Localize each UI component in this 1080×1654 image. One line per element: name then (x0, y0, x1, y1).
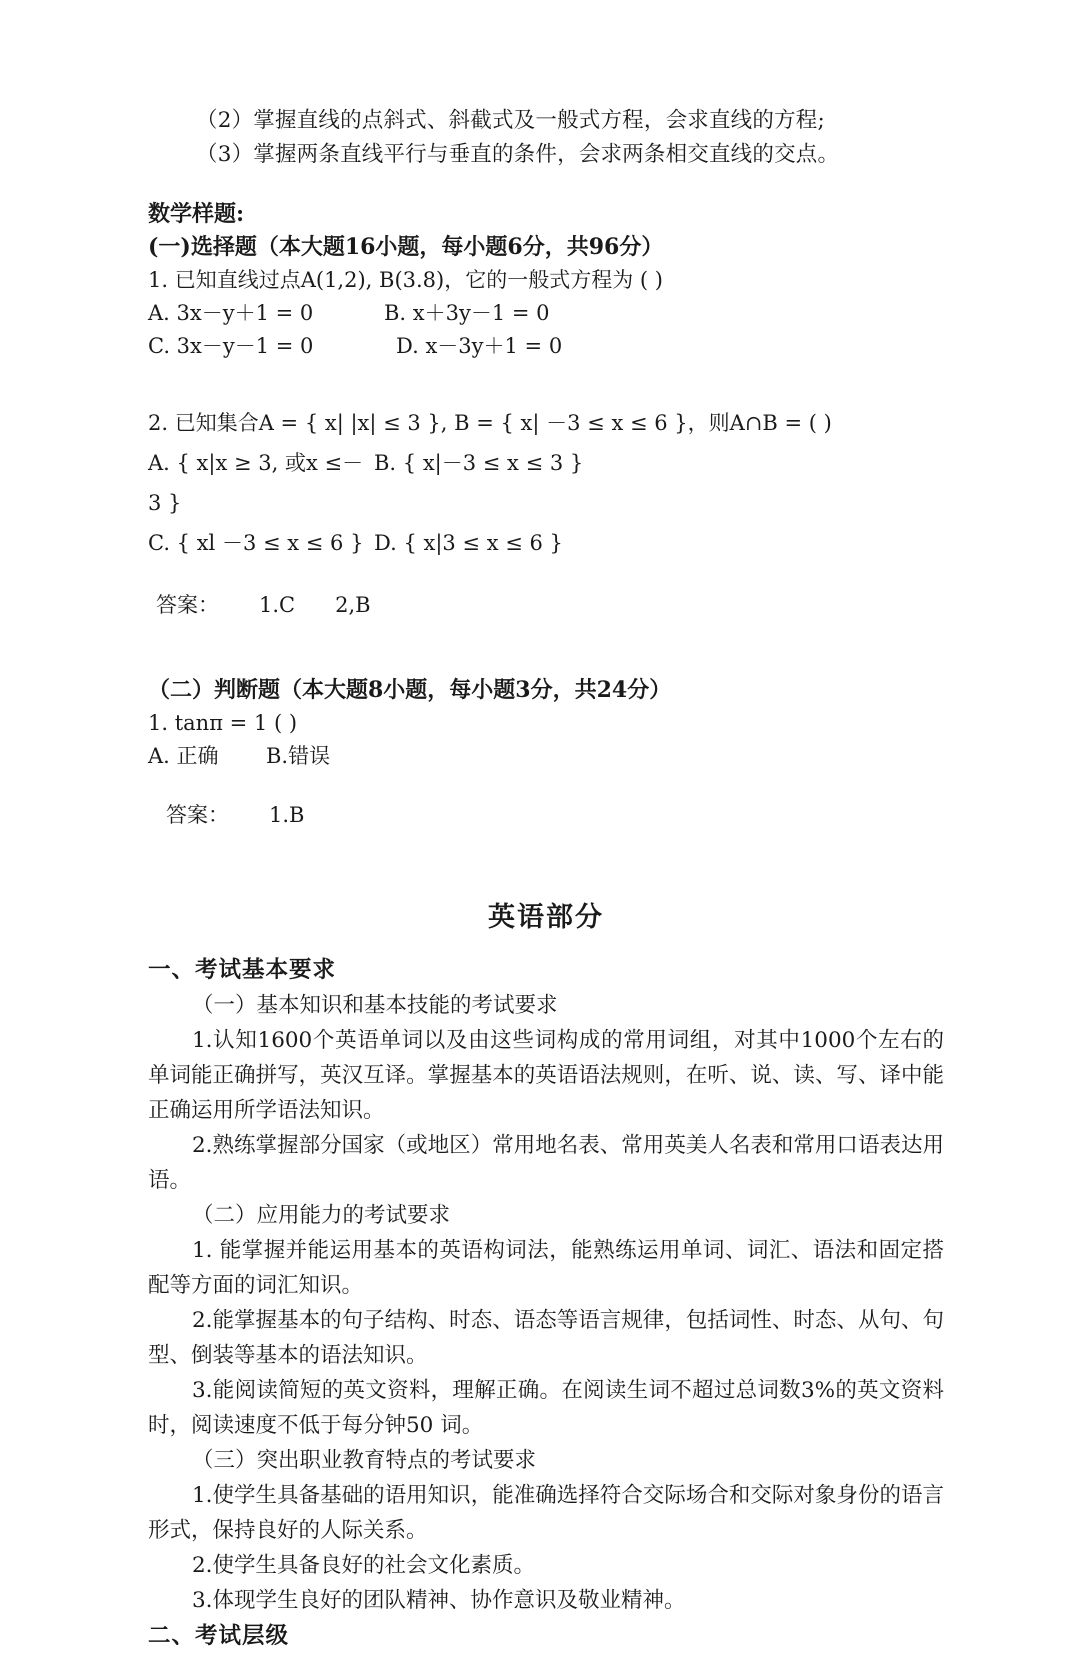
math-q1-option-b: B. x＋3y－1 = 0 (384, 301, 550, 325)
spacer (148, 884, 944, 898)
math-truefalse-answers-label: 答案： (166, 803, 229, 827)
math-choice-heading: (一)选择题（本大题16小题，每小题6分，共96分） (148, 234, 664, 260)
math-truefalse-option-a: A. 正确 (148, 744, 219, 768)
math-q1-option-d: D. x－3y＋1 = 0 (396, 334, 563, 358)
math-truefalse-question-stem: 1. tanπ = 1 ( ) (148, 711, 298, 735)
math-question-2-options-row-2 (148, 523, 944, 563)
math-question-2-stem: 2. 已知集合A = { x| |x| ≤ 3 }, B = { x| －3 ≤ x ≤ 6 }，则A∩B = ( ) (148, 411, 832, 435)
spacer (148, 172, 944, 198)
math-truefalse-answers (148, 799, 944, 832)
math-objective-2: （2）掌握直线的点斜式、斜截式及一般式方程，会求直线的方程; (196, 108, 825, 133)
math-q2-option-b: B. { x|－3 ≤ x ≤ 3 } (374, 451, 584, 475)
english-sub2-item-3: 3.能阅读简短的英文资料，理解正确。在阅读生词不超过总词数3%的英文资料时，阅读速度不低于每分钟50 词。 (148, 1378, 944, 1438)
math-q2-option-c: C. { xl －3 ≤ x ≤ 6 } (148, 531, 364, 555)
math-choice-answer-2: 2,B (335, 593, 371, 617)
english-sub3-item-2: 2.使学生具备良好的社会文化素质。 (192, 1553, 536, 1578)
math-sample-title: 数学样题: (148, 201, 245, 227)
math-choice-answers (148, 589, 944, 622)
english-sub3-item-1: 1.使学生具备基础的语用知识，能准确选择符合交际场合和交际对象身份的语言形式，保持良好的人际关系。 (148, 1483, 944, 1543)
english-chapter-1-heading: 一、考试基本要求 (148, 957, 337, 983)
spacer (148, 622, 944, 674)
english-sub1-item-1: 1.认知1600个英语单词以及由这些词构成的常用词组，对其中1000个左右的单词能正确拼写，英汉互译。掌握基本的英语语法规则，在听、说、读、写、译中能正确运用所学语法知识。 (148, 1028, 944, 1123)
english-sub2-heading: （二）应用能力的考试要求 (192, 1203, 451, 1228)
spacer (148, 832, 944, 884)
math-q2-option-a: A. { x|x ≥ 3, 或x ≤－ 3 } (148, 451, 364, 515)
math-question-1-options-row-1 (148, 297, 944, 330)
spacer (148, 938, 944, 952)
math-choice-answers-label: 答案： (156, 593, 219, 617)
math-choice-answer-1: 1.C (259, 593, 296, 617)
math-objective-3: （3）掌握两条直线平行与垂直的条件，会求两条相交直线的交点。 (196, 142, 840, 167)
english-chapter-2-heading: 二、考试层级 (148, 1623, 290, 1649)
english-sub2-item-1: 1. 能掌握并能运用基本的英语构词法，能熟练运用单词、词汇、语法和固定搭配等方面的词汇知识。 (148, 1238, 944, 1298)
math-question-1-options-row-2 (148, 330, 944, 363)
spacer (148, 773, 944, 799)
english-part-heading: 英语部分 (488, 902, 604, 933)
spacer (148, 363, 944, 403)
math-question-2-options-row-1 (148, 443, 944, 523)
english-sub3-item-3: 3.体现学生良好的团队精神、协作意识及敬业精神。 (192, 1588, 686, 1613)
spacer (148, 563, 944, 589)
math-question-1-stem: 1. 已知直线过点A(1,2), B(3.8)，它的一般式方程为 ( ) (148, 268, 663, 292)
math-truefalse-heading: （二）判断题（本大题8小题，每小题3分，共24分） (148, 677, 672, 703)
math-q1-option-c: C. 3x－y－1 = 0 (148, 334, 314, 358)
math-q2-option-d: D. { x|3 ≤ x ≤ 6 } (374, 531, 563, 555)
page-content (148, 104, 944, 1654)
english-sub1-item-2: 2.熟练掌握部分国家（或地区）常用地名表、常用英美人名表和常用口语表达用语。 (148, 1133, 944, 1193)
math-truefalse-options-row (148, 740, 944, 773)
english-sub2-item-2: 2.能掌握基本的句子结构、时态、语态等语言规律，包括词性、时态、从句、句型、倒装等基本的语法知识。 (148, 1308, 944, 1368)
math-q1-option-a: A. 3x－y＋1 = 0 (148, 301, 314, 325)
math-truefalse-answer-1: 1.B (269, 803, 305, 827)
english-sub3-heading: （三）突出职业教育特点的考试要求 (192, 1448, 537, 1473)
math-truefalse-option-b: B.错误 (266, 744, 331, 768)
english-sub1-heading: （一）基本知识和基本技能的考试要求 (192, 993, 558, 1018)
